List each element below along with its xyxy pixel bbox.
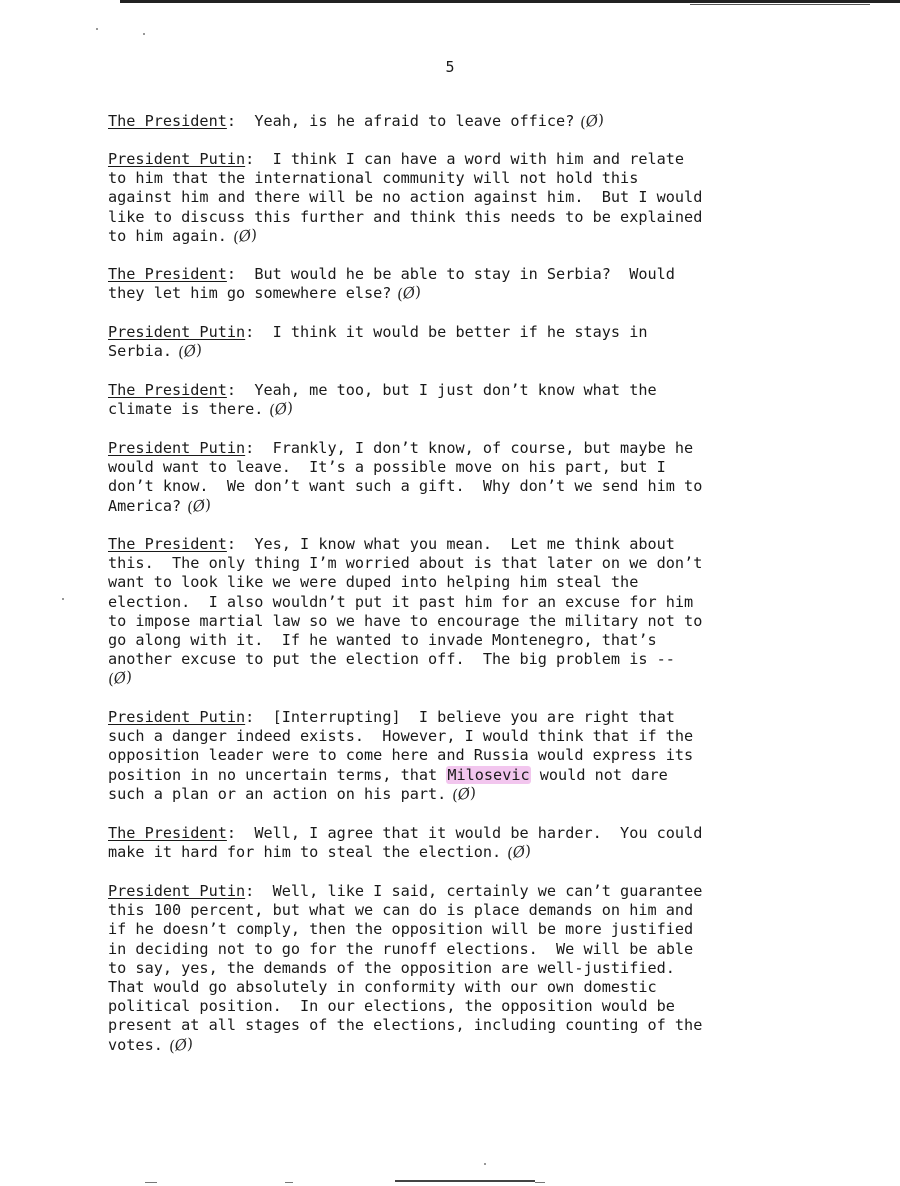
dialogue-entry: The President: But would he be able to stay in Serbia? Would they let him go somewhere else? (Ø) xyxy=(108,265,675,304)
dialogue-line: to impose martial law so we have to encourage the military not to xyxy=(108,611,703,630)
dialogue-line: such a danger indeed exists. However, I would think that if the xyxy=(108,727,694,746)
dialogue-line: in deciding not to go for the runoff elections. We will be able xyxy=(108,939,694,958)
classification-mark: (Ø) xyxy=(268,398,295,420)
speaker-label: President Putin xyxy=(108,882,246,900)
footer-scan-mark xyxy=(535,1182,545,1183)
dialogue-line: another excuse to put the election off. The big problem is -- xyxy=(108,650,675,669)
dialogue-entry: President Putin: I think it would be better if he stays in Serbia. (Ø) xyxy=(108,323,648,362)
dialogue-line: America? xyxy=(108,496,182,515)
footer-rule xyxy=(395,1180,535,1182)
classification-mark: (Ø) xyxy=(579,110,606,132)
page-number: 5 xyxy=(445,58,455,76)
footer-scan-mark xyxy=(145,1182,157,1183)
classification-mark: (Ø) xyxy=(505,841,533,863)
scan-speck xyxy=(62,598,64,600)
dialogue-entry: The President: Well, I agree that it would be harder. You could make it hard for him to steal the election. (Ø) xyxy=(108,824,703,863)
dialogue-entry: The President: Yes, I know what you mean. Let me think about this. The only thing I’m worried about is that later on we don’t want to look like we were duped into helping him steal the election. I also wouldn’t put it past him for an excuse for him to impose martial law so we have to encourage the military not to go along with it. If he wanted to invade Montenegro, that’s another excuse to put the election off. The big problem is -- (Ø) xyxy=(106,535,703,690)
dialogue-line: [Interrupting] I believe you are right that xyxy=(272,708,675,726)
speaker-label: President Putin xyxy=(108,323,246,341)
scan-speck xyxy=(96,28,98,30)
dialogue-line: Frankly, I don’t know, of course, but maybe he xyxy=(272,439,694,457)
speaker-label: President Putin xyxy=(108,150,246,168)
dialogue-line: position in no uncertain terms, that xyxy=(108,765,447,784)
dialogue-entry: President Putin: I think I can have a word with him and relate to him that the international community will not hold this against him and there will be no action against him. But I would like to discuss this further and think this needs to be explained to him again. (Ø) xyxy=(108,150,703,247)
dialogue-line: Well, I agree that it would be harder. You could xyxy=(254,824,703,842)
dialogue-line: would not dare xyxy=(530,765,668,784)
dialogue-entry: The President: Yeah, is he afraid to leave office? (Ø) xyxy=(108,110,606,132)
dialogue-line: Yeah, is he afraid to leave office? xyxy=(254,112,575,130)
dialogue-entry: The President: Yeah, me too, but I just don’t know what the climate is there. (Ø) xyxy=(108,381,657,420)
dialogue-line: But would he be able to stay in Serbia? Would xyxy=(254,265,675,283)
classification-mark: (Ø) xyxy=(167,1034,194,1056)
speaker-label: The President xyxy=(108,265,227,283)
dialogue-line: That would go absolutely in conformity with our own domestic xyxy=(108,978,657,997)
scan-speck xyxy=(143,33,145,35)
classification-mark: (Ø) xyxy=(185,495,213,517)
classification-mark: (Ø) xyxy=(396,282,423,304)
dialogue-line: I think it would be better if he stays in xyxy=(272,323,648,341)
dialogue-line: Well, like I said, certainly we can’t guarantee xyxy=(272,882,703,900)
top-edge-rule-secondary xyxy=(690,4,870,5)
dialogue-line: present at all stages of the elections, including counting of the xyxy=(108,1016,703,1035)
dialogue-entry: President Putin: Well, like I said, certainly we can’t guarantee this 100 percent, but what we can do is place demands on him and if he doesn’t comply, then the opposition will be more justified in deciding not to go for the runoff elections. We will be able to say, yes, the demands of the opposition are well-justified. That would go absolutely in conformity with our own domestic political position. In our elections, the opposition would be present at all stages of the elections, including counting of the votes. (Ø) xyxy=(108,882,703,1056)
speaker-label: President Putin xyxy=(108,708,246,726)
speaker-label: The President xyxy=(108,381,227,399)
dialogue-line: to him again. xyxy=(108,226,227,245)
dialogue-line: Yeah, me too, but I just don’t know what the xyxy=(254,381,657,399)
dialogue-line: like to discuss this further and think this needs to be explained xyxy=(108,207,703,226)
highlighted-name: Milosevic xyxy=(447,765,530,784)
dialogue-line: such a plan or an action on his part. xyxy=(108,784,447,803)
dialogue-entry: President Putin: Frankly, I don’t know, of course, but maybe he would want to leave. It’s a possible move on his part, but I don’t know. We don’t want such a gift. Why don’t we send him to America? (Ø) xyxy=(108,439,703,517)
dialogue-line: if he doesn’t comply, then the opposition will be more justified xyxy=(108,920,694,939)
speaker-label: The President xyxy=(108,112,227,130)
dialogue-line: to him that the international community will not hold this xyxy=(108,169,639,188)
classification-mark: (Ø) xyxy=(176,340,204,362)
dialogue-line: to say, yes, the demands of the opposition are well-justified. xyxy=(108,958,675,977)
dialogue-line: this 100 percent, but what we can do is place demands on him and xyxy=(108,901,694,920)
speaker-label: The President xyxy=(108,535,227,553)
dialogue-line: this. The only thing I’m worried about is that later on we don’t xyxy=(108,554,703,573)
dialogue-line: opposition leader were to come here and Russia would express its xyxy=(108,746,694,765)
dialogue-line: they let him go somewhere else? xyxy=(108,284,392,303)
dialogue-line: go along with it. If he wanted to invade Montenegro, that’s xyxy=(108,631,657,650)
dialogue-line: I think I can have a word with him and relate xyxy=(272,150,685,168)
dialogue-line: don’t know. We don’t want such a gift. Why don’t we send him to xyxy=(108,477,703,496)
dialogue-entry: President Putin: [Interrupting] I believe you are right that such a danger indeed exists. However, I would think that if the opposition leader were to come here and Russia would express its position in no uncertain terms, that Milosevic would not dare such a plan or an action on his part. (Ø) xyxy=(108,708,694,805)
speaker-label: President Putin xyxy=(108,439,246,457)
speaker-label: The President xyxy=(108,824,227,842)
top-edge-rule xyxy=(120,0,900,3)
dialogue-line: election. I also wouldn’t put it past him for an excuse for him xyxy=(108,592,694,611)
dialogue-line: want to look like we were duped into helping him steal the xyxy=(108,573,639,592)
dialogue-line: votes. xyxy=(108,1035,163,1054)
dialogue-line: make it hard for him to steal the election. xyxy=(108,843,502,862)
dialogue-line: against him and there will be no action against him. But I would xyxy=(108,188,703,207)
dialogue-line: Serbia. xyxy=(108,342,173,361)
classification-mark: (Ø) xyxy=(451,783,478,805)
dialogue-line: Yes, I know what you mean. Let me think about xyxy=(254,535,675,553)
scan-speck xyxy=(484,1163,486,1165)
footer-scan-mark xyxy=(285,1182,293,1183)
classification-mark: (Ø) xyxy=(106,667,134,690)
dialogue-line: climate is there. xyxy=(108,400,264,419)
classification-mark: (Ø) xyxy=(231,225,258,247)
dialogue-line: political position. In our elections, the opposition would be xyxy=(108,997,675,1016)
dialogue-line: would want to leave. It’s a possible move on his part, but I xyxy=(108,458,666,477)
